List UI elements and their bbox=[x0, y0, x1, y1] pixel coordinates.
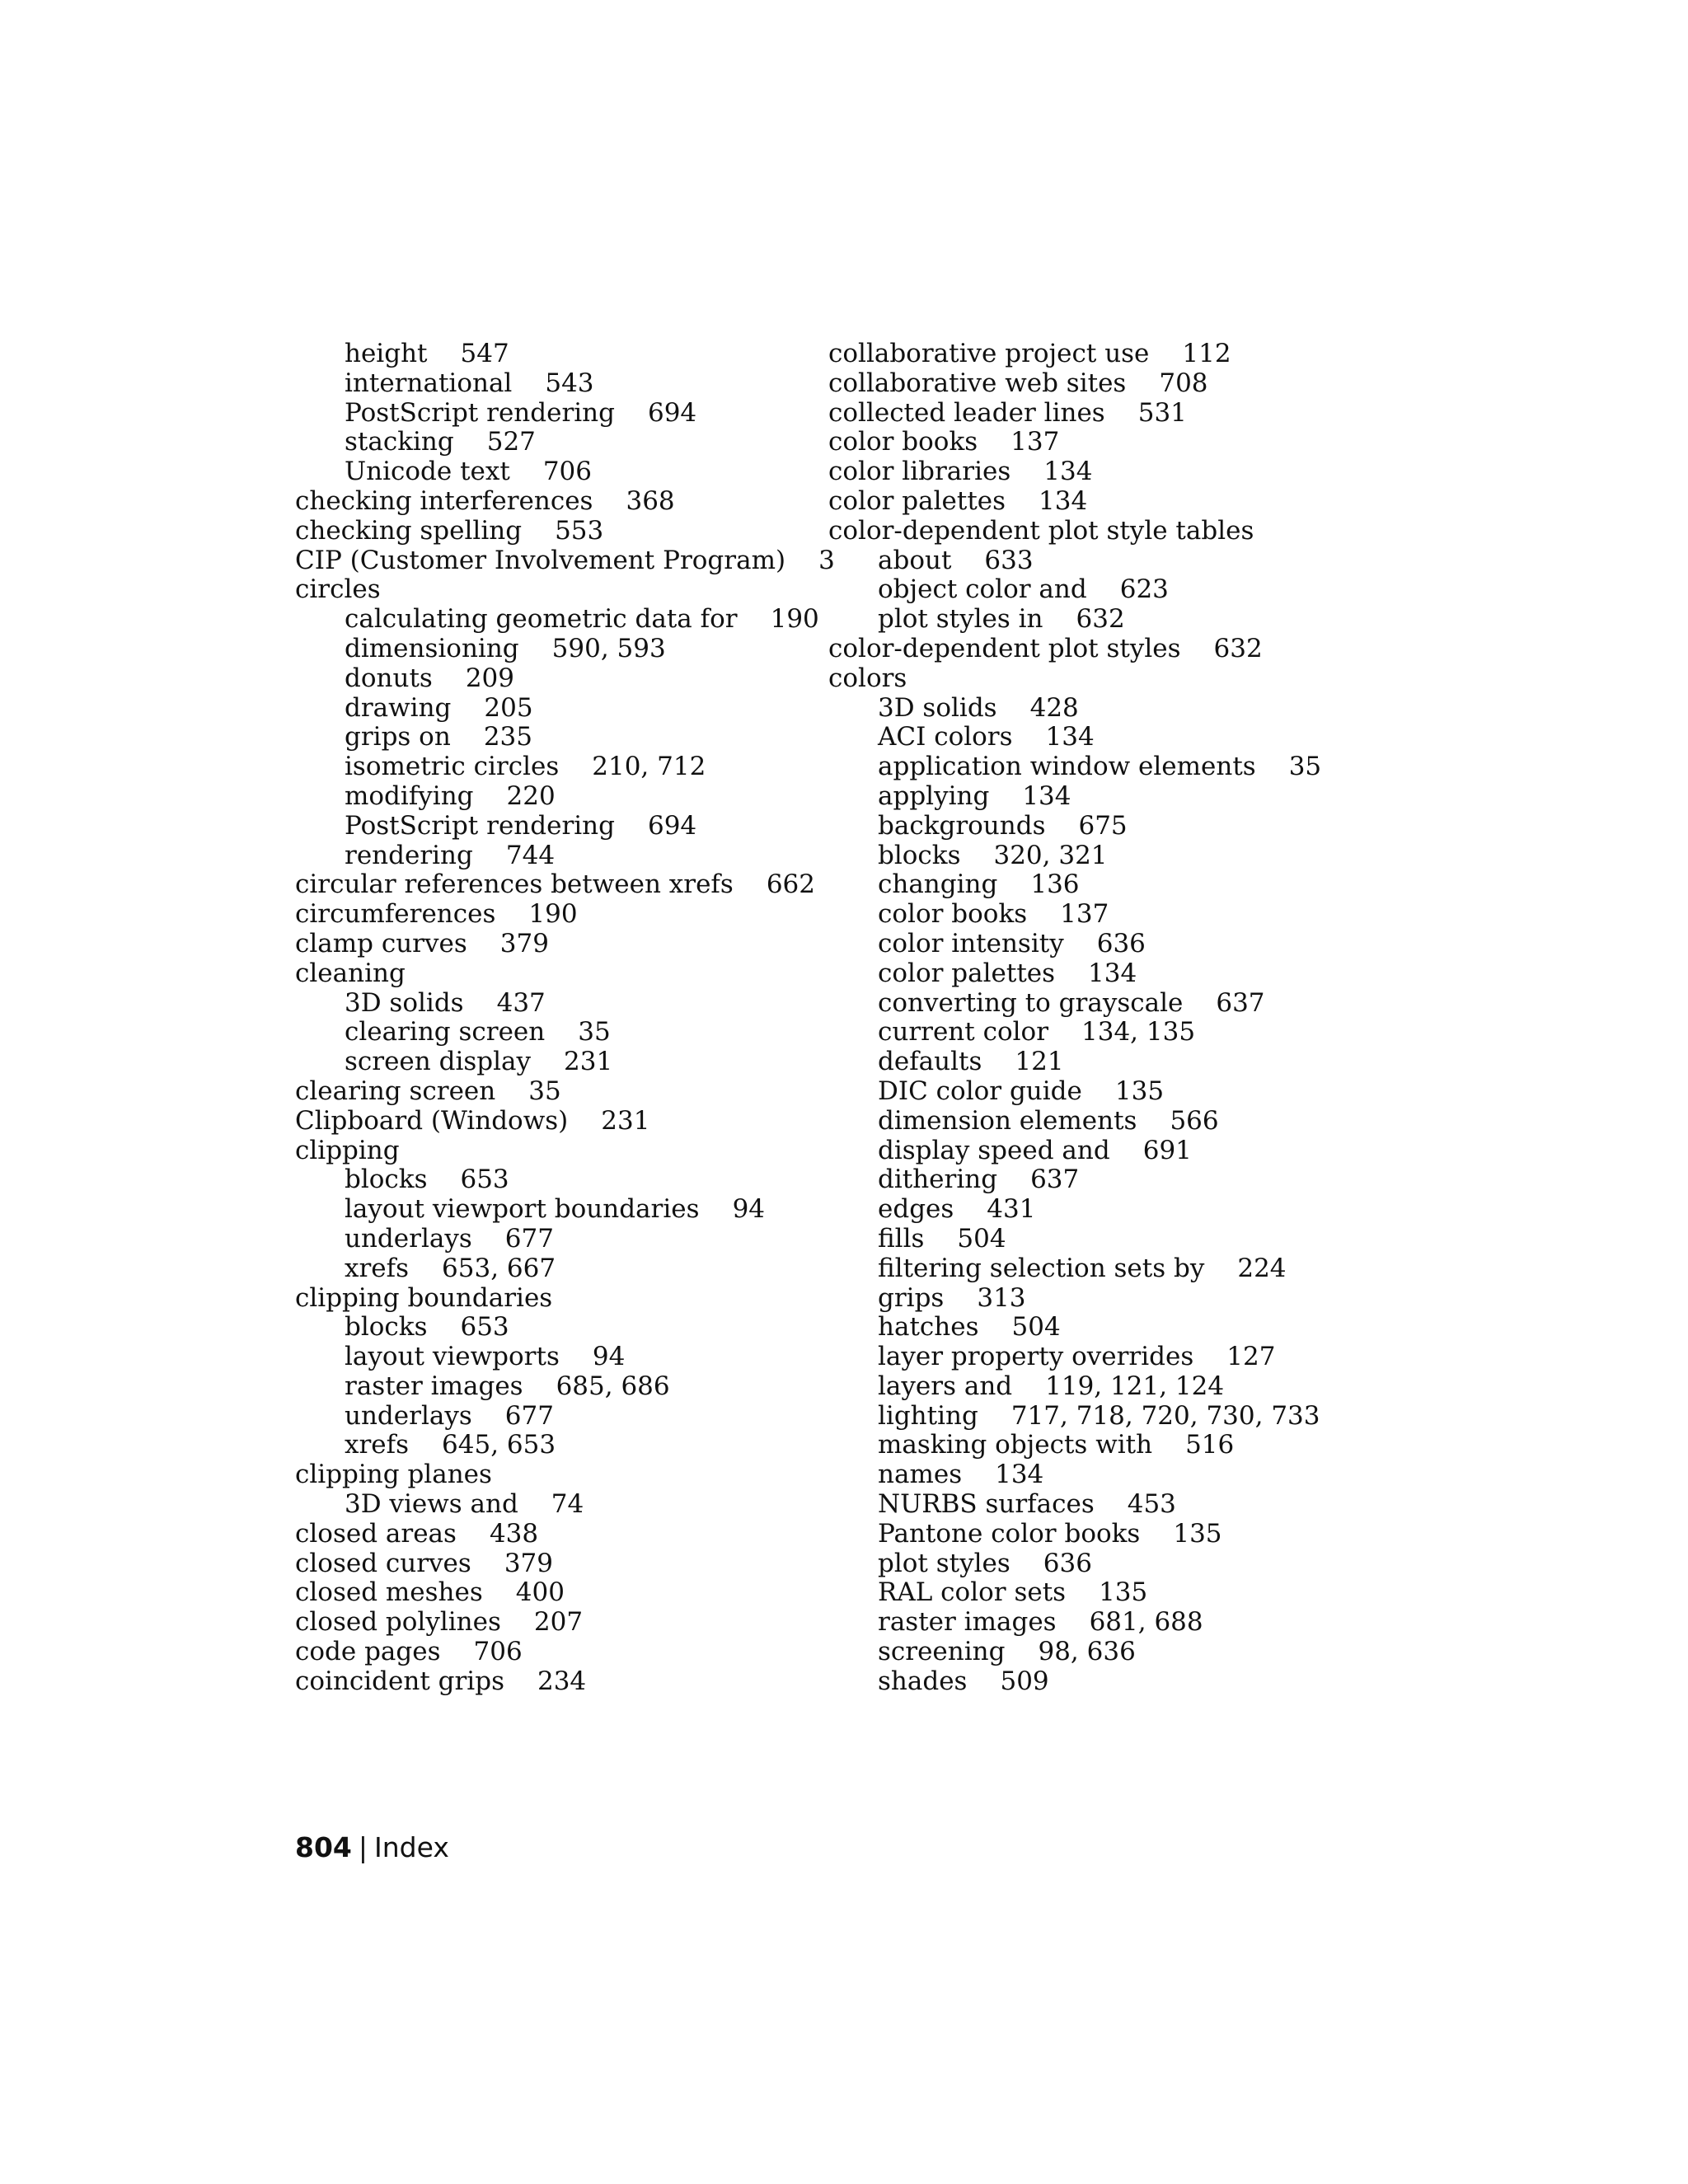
entry-term: grips bbox=[878, 1282, 945, 1313]
index-subentry bbox=[828, 1254, 1339, 1284]
entry-page-numbers: 662 bbox=[766, 869, 815, 900]
entry-term: dimension elements bbox=[878, 1105, 1137, 1136]
index-subentry bbox=[828, 1520, 1339, 1549]
entry-term: applying bbox=[878, 780, 990, 811]
entry-term: color intensity bbox=[878, 928, 1064, 958]
index-entry bbox=[295, 1667, 790, 1697]
index-subentry bbox=[828, 605, 1339, 635]
entry-page-numbers: 224 bbox=[1237, 1253, 1287, 1283]
entry-page-numbers: 190 bbox=[770, 604, 819, 635]
entry-page-numbers: 400 bbox=[515, 1577, 565, 1608]
index-subentry bbox=[828, 1107, 1339, 1137]
index-subentry bbox=[828, 1578, 1339, 1608]
entry-term: hatches bbox=[878, 1312, 979, 1343]
entry-term: PostScript rendering bbox=[345, 397, 615, 428]
entry-term: calculating geometric data for bbox=[345, 604, 738, 635]
entry-term: 3D solids bbox=[878, 692, 997, 723]
entry-page-numbers: 637 bbox=[1216, 987, 1265, 1018]
entry-page-numbers: 235 bbox=[483, 722, 532, 752]
index-entry bbox=[295, 1638, 790, 1667]
entry-page-numbers: 636 bbox=[1043, 1548, 1092, 1578]
index-subentry bbox=[295, 841, 790, 871]
index-subentry bbox=[295, 1431, 790, 1460]
entry-term: donuts bbox=[345, 663, 433, 693]
entry-term: layer property overrides bbox=[878, 1342, 1194, 1372]
index-subentry bbox=[828, 694, 1339, 724]
entry-page-numbers: 706 bbox=[542, 457, 592, 487]
entry-term: application window elements bbox=[878, 752, 1256, 782]
entry-term: colors bbox=[828, 663, 907, 693]
entry-term: checking interferences bbox=[295, 485, 593, 516]
index-entry bbox=[828, 457, 1339, 487]
index-subentry bbox=[828, 752, 1339, 782]
entry-page-numbers: 653, 667 bbox=[442, 1253, 556, 1283]
index-subentry bbox=[295, 752, 790, 782]
entry-term: DIC color guide bbox=[878, 1076, 1082, 1106]
entry-term: closed curves bbox=[295, 1548, 471, 1578]
index-subentry bbox=[295, 694, 790, 724]
entry-term: international bbox=[345, 368, 513, 398]
entry-term: display speed and bbox=[878, 1135, 1110, 1165]
entry-page-numbers: 566 bbox=[1170, 1105, 1219, 1136]
index-entry bbox=[828, 664, 1339, 694]
entry-page-numbers: 706 bbox=[473, 1637, 523, 1667]
entry-term: color palettes bbox=[828, 485, 1006, 516]
entry-page-numbers: 134 bbox=[1088, 958, 1137, 988]
entry-term: masking objects with bbox=[878, 1430, 1153, 1460]
index-subentry bbox=[828, 1195, 1339, 1225]
index-subentry bbox=[295, 399, 790, 429]
entry-page-numbers: 653 bbox=[460, 1312, 509, 1343]
entry-page-numbers: 320, 321 bbox=[993, 840, 1108, 870]
entry-term: color books bbox=[828, 427, 978, 457]
index-subentry bbox=[295, 989, 790, 1019]
entry-page-numbers: 504 bbox=[1011, 1312, 1061, 1343]
entry-term: color books bbox=[878, 899, 1028, 930]
entry-term: current color bbox=[878, 1017, 1049, 1047]
index-entry bbox=[295, 1520, 790, 1549]
entry-page-numbers: 368 bbox=[626, 485, 675, 516]
entry-term: layout viewport boundaries bbox=[345, 1194, 700, 1225]
entry-page-numbers: 135 bbox=[1173, 1518, 1222, 1549]
entry-page-numbers: 636 bbox=[1096, 928, 1146, 958]
entry-term: backgrounds bbox=[878, 810, 1046, 841]
entry-page-numbers: 516 bbox=[1185, 1430, 1235, 1460]
entry-term: clearing screen bbox=[345, 1017, 546, 1047]
index-entry bbox=[295, 517, 790, 546]
entry-term: height bbox=[345, 339, 428, 368]
entry-page-numbers: 708 bbox=[1159, 368, 1208, 398]
entry-page-numbers: 437 bbox=[496, 987, 546, 1018]
entry-term: color-dependent plot style tables bbox=[828, 515, 1254, 546]
index-subentry bbox=[828, 1313, 1339, 1343]
entry-term: Unicode text bbox=[345, 457, 510, 487]
entry-page-numbers: 190 bbox=[528, 899, 578, 930]
index-subentry bbox=[828, 1608, 1339, 1638]
index-subentry bbox=[295, 664, 790, 694]
entry-page-numbers: 136 bbox=[1030, 869, 1080, 900]
entry-page-numbers: 35 bbox=[1288, 752, 1322, 782]
index-subentry bbox=[828, 959, 1339, 989]
entry-page-numbers: 504 bbox=[957, 1223, 1006, 1254]
entry-term: stacking bbox=[345, 427, 454, 457]
entry-page-numbers: 509 bbox=[1000, 1666, 1049, 1696]
entry-term: defaults bbox=[878, 1047, 982, 1077]
entry-page-numbers: 127 bbox=[1226, 1342, 1276, 1372]
entry-term: collaborative project use bbox=[828, 339, 1150, 368]
entry-page-numbers: 98, 636 bbox=[1038, 1637, 1136, 1667]
index-subentry bbox=[828, 1372, 1339, 1402]
entry-term: collected leader lines bbox=[828, 397, 1105, 428]
index-entry bbox=[828, 399, 1339, 429]
entry-term: clipping boundaries bbox=[295, 1282, 553, 1313]
entry-term: color palettes bbox=[878, 958, 1056, 988]
index-subentry bbox=[828, 1165, 1339, 1195]
index-subentry bbox=[828, 1343, 1339, 1372]
index-entry bbox=[295, 1284, 790, 1314]
entry-page-numbers: 453 bbox=[1127, 1489, 1176, 1520]
entry-term: 3D views and bbox=[345, 1489, 518, 1520]
entry-page-numbers: 134, 135 bbox=[1081, 1017, 1196, 1047]
entry-term: NURBS surfaces bbox=[878, 1489, 1095, 1520]
index-subentry bbox=[295, 1165, 790, 1195]
entry-term: dithering bbox=[878, 1165, 998, 1195]
entry-term: screen display bbox=[345, 1047, 532, 1077]
index-subentry bbox=[828, 1460, 1339, 1490]
entry-page-numbers: 677 bbox=[504, 1400, 554, 1431]
index-subentry bbox=[295, 369, 790, 399]
index-entry bbox=[828, 487, 1339, 517]
entry-term: edges bbox=[878, 1194, 954, 1225]
entry-page-numbers: 3 bbox=[818, 545, 835, 575]
index-subentry bbox=[828, 1137, 1339, 1166]
entry-page-numbers: 134 bbox=[1039, 485, 1088, 516]
index-entry bbox=[295, 930, 790, 959]
index-entry bbox=[295, 1549, 790, 1579]
entry-term: color-dependent plot styles bbox=[828, 633, 1181, 663]
index-subentry bbox=[295, 1313, 790, 1343]
entry-term: blocks bbox=[345, 1165, 428, 1195]
entry-term: Clipboard (Windows) bbox=[295, 1105, 569, 1136]
entry-page-numbers: 35 bbox=[578, 1017, 611, 1047]
entry-term: rendering bbox=[345, 840, 473, 870]
entry-page-numbers: 134 bbox=[1045, 722, 1095, 752]
entry-term: shades bbox=[878, 1666, 968, 1696]
index-entry bbox=[828, 340, 1339, 369]
index-column-right bbox=[828, 340, 1339, 1697]
entry-page-numbers: 220 bbox=[506, 780, 556, 811]
index-subentry bbox=[295, 812, 790, 841]
entry-page-numbers: 137 bbox=[1060, 899, 1109, 930]
entry-page-numbers: 119, 121, 124 bbox=[1045, 1371, 1225, 1401]
index-subentry bbox=[828, 1047, 1339, 1077]
index-subentry bbox=[828, 1077, 1339, 1107]
entry-page-numbers: 691 bbox=[1142, 1135, 1192, 1165]
entry-term: xrefs bbox=[345, 1253, 410, 1283]
entry-term: object color and bbox=[878, 574, 1087, 605]
entry-term: 3D solids bbox=[345, 987, 464, 1018]
index-subentry bbox=[828, 930, 1339, 959]
index-subentry bbox=[828, 575, 1339, 605]
index-subentry bbox=[295, 340, 790, 369]
index-entry bbox=[295, 900, 790, 930]
index-subentry bbox=[828, 812, 1339, 841]
index-subentry bbox=[828, 1431, 1339, 1460]
entry-term: blocks bbox=[345, 1312, 428, 1343]
index-entry bbox=[295, 869, 815, 900]
index-subentry bbox=[295, 1195, 790, 1225]
index-subentry bbox=[295, 1254, 790, 1284]
entry-page-numbers: 527 bbox=[486, 427, 536, 457]
index-subentry bbox=[828, 1667, 1339, 1697]
entry-term: closed meshes bbox=[295, 1577, 483, 1608]
entry-page-numbers: 94 bbox=[592, 1342, 626, 1372]
entry-term: modifying bbox=[345, 780, 474, 811]
index-subentry bbox=[295, 1018, 790, 1047]
entry-page-numbers: 645, 653 bbox=[442, 1430, 556, 1460]
entry-page-numbers: 623 bbox=[1119, 574, 1169, 605]
entry-term: clearing screen bbox=[295, 1076, 496, 1106]
index-column-left bbox=[295, 339, 835, 1697]
entry-term: isometric circles bbox=[345, 752, 560, 782]
index-subentry bbox=[828, 1018, 1339, 1047]
entry-page-numbers: 685, 686 bbox=[556, 1371, 670, 1401]
index-subentry bbox=[295, 428, 790, 457]
index-entry bbox=[295, 1460, 790, 1490]
index-entry bbox=[828, 369, 1339, 399]
entry-page-numbers: 231 bbox=[601, 1105, 650, 1136]
entry-page-numbers: 744 bbox=[505, 840, 556, 870]
index-entry bbox=[295, 487, 790, 517]
entry-term: dimensioning bbox=[345, 633, 519, 663]
index-subentry bbox=[295, 457, 790, 487]
entry-term: blocks bbox=[878, 840, 961, 870]
entry-term: CIP (Customer Involvement Program) bbox=[295, 545, 786, 575]
index-subentry bbox=[828, 1402, 1339, 1432]
entry-term: circumferences bbox=[295, 899, 496, 930]
entry-page-numbers: 313 bbox=[977, 1282, 1026, 1313]
entry-page-numbers: 677 bbox=[504, 1223, 554, 1254]
entry-term: underlays bbox=[345, 1400, 472, 1431]
entry-term: clipping bbox=[295, 1135, 400, 1165]
index-subentry bbox=[295, 1372, 790, 1402]
entry-page-numbers: 717, 718, 720, 730, 733 bbox=[1010, 1400, 1320, 1431]
index-entry bbox=[295, 959, 790, 989]
index-subentry bbox=[828, 900, 1339, 930]
entry-term: changing bbox=[878, 869, 998, 900]
index-subentry bbox=[828, 1490, 1339, 1520]
entry-page-numbers: 681, 688 bbox=[1089, 1607, 1203, 1638]
entry-page-numbers: 94 bbox=[732, 1194, 766, 1225]
entry-page-numbers: 121 bbox=[1015, 1047, 1064, 1077]
index-subentry bbox=[828, 1638, 1339, 1667]
entry-term: PostScript rendering bbox=[345, 810, 615, 841]
entry-page-numbers: 653 bbox=[460, 1165, 509, 1195]
entry-page-numbers: 231 bbox=[564, 1047, 613, 1077]
entry-page-numbers: 438 bbox=[489, 1518, 539, 1549]
entry-term: circular references between xrefs bbox=[295, 869, 734, 900]
entry-page-numbers: 632 bbox=[1213, 633, 1263, 663]
entry-page-numbers: 379 bbox=[504, 1548, 553, 1578]
section-title: Index bbox=[374, 1831, 449, 1863]
page-footer bbox=[295, 1831, 449, 1864]
index-entry bbox=[295, 1578, 790, 1608]
entry-page-numbers: 633 bbox=[984, 545, 1034, 575]
index-subentry bbox=[828, 782, 1339, 812]
entry-page-numbers: 543 bbox=[545, 368, 594, 398]
entry-term: about bbox=[878, 545, 952, 575]
entry-term: grips on bbox=[345, 722, 451, 752]
entry-page-numbers: 134 bbox=[1022, 780, 1071, 811]
index-entry bbox=[295, 1077, 790, 1107]
entry-term: layout viewports bbox=[345, 1342, 560, 1372]
index-entry bbox=[295, 545, 835, 576]
index-entry bbox=[828, 428, 1339, 457]
index-subentry bbox=[828, 1284, 1339, 1314]
entry-term: lighting bbox=[878, 1400, 978, 1431]
entry-term: circles bbox=[295, 574, 381, 605]
index-subentry bbox=[295, 782, 790, 812]
entry-page-numbers: 137 bbox=[1010, 427, 1060, 457]
entry-page-numbers: 209 bbox=[465, 663, 514, 693]
index-entry bbox=[295, 1107, 790, 1137]
entry-page-numbers: 134 bbox=[1043, 457, 1093, 487]
entry-term: code pages bbox=[295, 1637, 441, 1667]
entry-term: closed polylines bbox=[295, 1607, 501, 1638]
entry-term: RAL color sets bbox=[878, 1577, 1067, 1608]
entry-page-numbers: 531 bbox=[1137, 397, 1187, 428]
entry-page-numbers: 694 bbox=[647, 397, 697, 428]
page-number: 804 bbox=[295, 1831, 352, 1863]
entry-page-numbers: 205 bbox=[484, 692, 533, 723]
entry-term: raster images bbox=[878, 1607, 1057, 1638]
entry-page-numbers: 135 bbox=[1099, 1577, 1148, 1608]
entry-page-numbers: 112 bbox=[1182, 339, 1231, 368]
index-subentry bbox=[828, 870, 1339, 900]
entry-term: fills bbox=[878, 1223, 925, 1254]
entry-term: collaborative web sites bbox=[828, 368, 1127, 398]
index-subentry bbox=[295, 1343, 790, 1372]
entry-page-numbers: 74 bbox=[551, 1489, 584, 1520]
entry-page-numbers: 675 bbox=[1078, 810, 1128, 841]
entry-page-numbers: 35 bbox=[528, 1076, 561, 1106]
entry-term: converting to grayscale bbox=[878, 987, 1184, 1018]
entry-page-numbers: 234 bbox=[537, 1666, 587, 1696]
index-subentry bbox=[295, 723, 790, 752]
entry-page-numbers: 694 bbox=[647, 810, 697, 841]
entry-term: raster images bbox=[345, 1371, 523, 1401]
index-subentry bbox=[828, 546, 1339, 576]
index-entry bbox=[295, 1608, 790, 1638]
entry-term: screening bbox=[878, 1637, 1006, 1667]
entry-term: underlays bbox=[345, 1223, 472, 1254]
entry-term: filtering selection sets by bbox=[878, 1253, 1205, 1283]
index-subentry bbox=[295, 1225, 790, 1254]
entry-term: color libraries bbox=[828, 457, 1011, 487]
entry-term: ACI colors bbox=[878, 722, 1013, 752]
entry-page-numbers: 210, 712 bbox=[592, 752, 706, 782]
entry-term: coincident grips bbox=[295, 1666, 504, 1696]
index-subentry bbox=[295, 1047, 790, 1077]
entry-term: cleaning bbox=[295, 958, 406, 988]
entry-term: drawing bbox=[345, 692, 452, 723]
entry-page-numbers: 431 bbox=[987, 1194, 1036, 1225]
index-subentry bbox=[828, 723, 1339, 752]
entry-term: Pantone color books bbox=[878, 1518, 1141, 1549]
entry-term: clipping planes bbox=[295, 1460, 492, 1490]
entry-page-numbers: 428 bbox=[1029, 692, 1079, 723]
index-entry bbox=[295, 575, 790, 605]
index-subentry bbox=[295, 604, 819, 635]
entry-page-numbers: 590, 593 bbox=[551, 633, 666, 663]
index-entry bbox=[828, 517, 1339, 546]
index-subentry bbox=[828, 1549, 1339, 1579]
index-subentry bbox=[295, 1402, 790, 1432]
index-entry bbox=[828, 635, 1339, 664]
entry-page-numbers: 134 bbox=[995, 1460, 1044, 1490]
index-subentry bbox=[295, 1490, 790, 1520]
entry-page-numbers: 553 bbox=[555, 515, 604, 546]
entry-page-numbers: 379 bbox=[499, 928, 549, 958]
entry-term: plot styles in bbox=[878, 604, 1043, 635]
entry-term: checking spelling bbox=[295, 515, 523, 546]
entry-page-numbers: 637 bbox=[1030, 1165, 1080, 1195]
entry-term: xrefs bbox=[345, 1430, 410, 1460]
index-subentry bbox=[828, 841, 1339, 871]
entry-page-numbers: 207 bbox=[533, 1607, 584, 1638]
index-entry bbox=[295, 1137, 790, 1166]
entry-page-numbers: 135 bbox=[1114, 1076, 1165, 1106]
entry-page-numbers: 632 bbox=[1076, 604, 1125, 635]
index-subentry bbox=[828, 1225, 1339, 1254]
entry-term: plot styles bbox=[878, 1548, 1010, 1578]
entry-term: names bbox=[878, 1460, 963, 1490]
entry-term: closed areas bbox=[295, 1518, 457, 1549]
entry-term: clamp curves bbox=[295, 928, 467, 958]
index-subentry bbox=[828, 989, 1339, 1019]
entry-page-numbers: 547 bbox=[460, 339, 509, 368]
entry-term: layers and bbox=[878, 1371, 1013, 1401]
index-subentry bbox=[295, 635, 790, 664]
footer-separator: | bbox=[358, 1831, 368, 1863]
